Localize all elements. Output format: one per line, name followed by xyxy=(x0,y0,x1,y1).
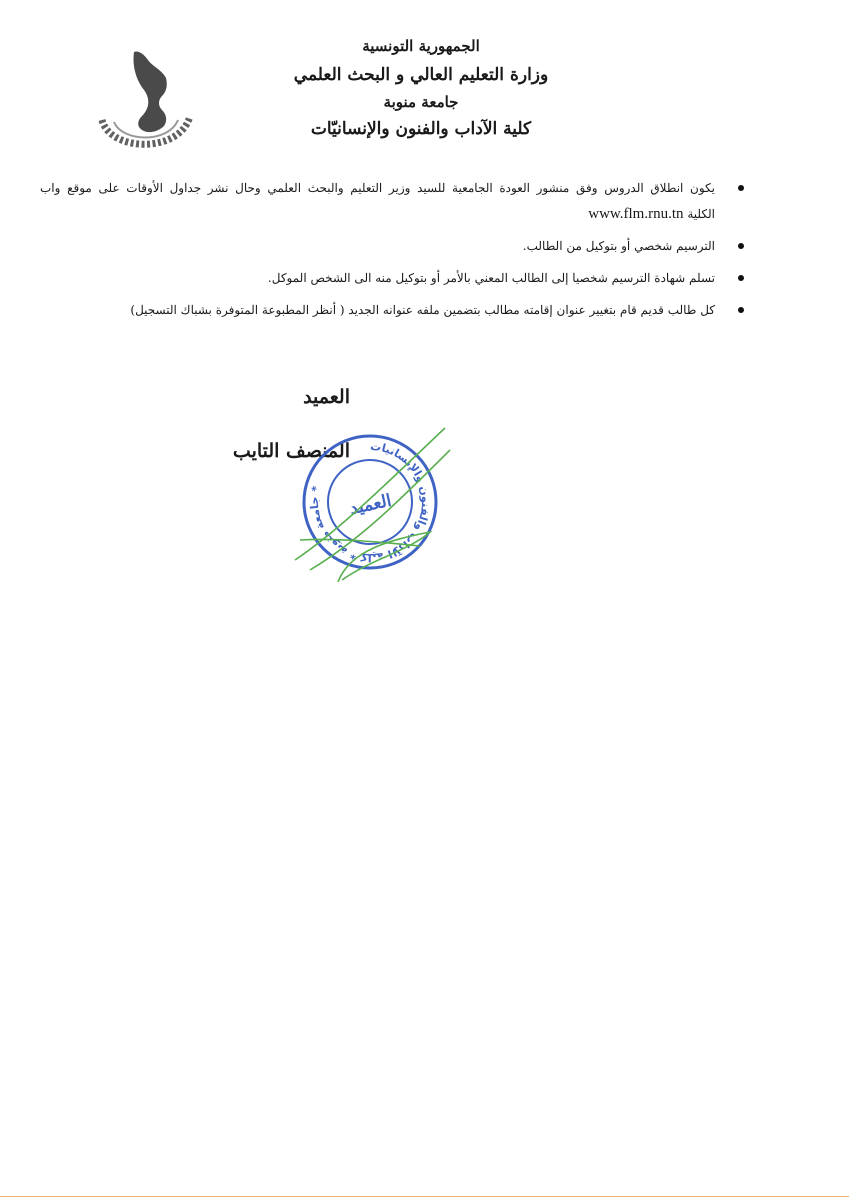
bullet-icon xyxy=(738,307,744,313)
page-edge-line xyxy=(0,1196,849,1197)
faculty-line: كلية الآداب والفنون والإنسانيّات xyxy=(310,119,532,139)
notice-text: يكون انطلاق الدروس وفق منشور العودة الجامعية للسيد وزير التعليم والبحث العلمي وحال نشر جداول الأوقات على موقع واب xyxy=(40,181,715,195)
notice-text: الترسيم شخصي أو بتوكيل من الطالب. xyxy=(522,239,715,253)
letterhead xyxy=(241,36,601,140)
list-item xyxy=(40,300,750,320)
stamp-ring-text: جامعة منوبة * كلية الآداب والفنون والإنسانيات * xyxy=(307,439,433,565)
bullet-icon xyxy=(738,185,744,191)
bullet-icon xyxy=(738,243,744,249)
notice-list xyxy=(40,178,750,332)
republic-line: الجمهورية التونسية xyxy=(362,37,480,55)
faculty-website-link[interactable]: www.flm.rnu.tn xyxy=(588,206,684,222)
bullet-icon xyxy=(738,275,744,281)
university-line: جامعة منوبة xyxy=(383,93,459,111)
notice-text: تسلم شهادة الترسيم شخصيا إلى الطالب المعني بالأمر أو بتوكيل منه الى الشخص الموكل. xyxy=(267,271,715,285)
notice-text-prefix: الكلية xyxy=(687,207,715,221)
emblem-figure xyxy=(133,51,166,132)
official-stamp xyxy=(280,420,460,590)
signatory-title: العميد xyxy=(303,386,350,408)
ministry-line: وزارة التعليم العالي و البحث العلمي xyxy=(293,65,549,85)
list-item xyxy=(40,236,750,256)
faculty-emblem-logo xyxy=(92,42,198,172)
stamp-center-text: العميد xyxy=(348,490,394,520)
list-item xyxy=(40,268,750,288)
signatory-name: المنصف التايب xyxy=(232,440,350,462)
notice-text-continuation xyxy=(40,204,715,224)
list-item xyxy=(40,178,750,224)
notice-text: كل طالب قديم قام بتغيير عنوان إقامته مطالب بتضمين ملفه عنوانه الجديد ( أنظر المطبوعة المتوفرة بشباك التسجيل) xyxy=(130,303,715,317)
